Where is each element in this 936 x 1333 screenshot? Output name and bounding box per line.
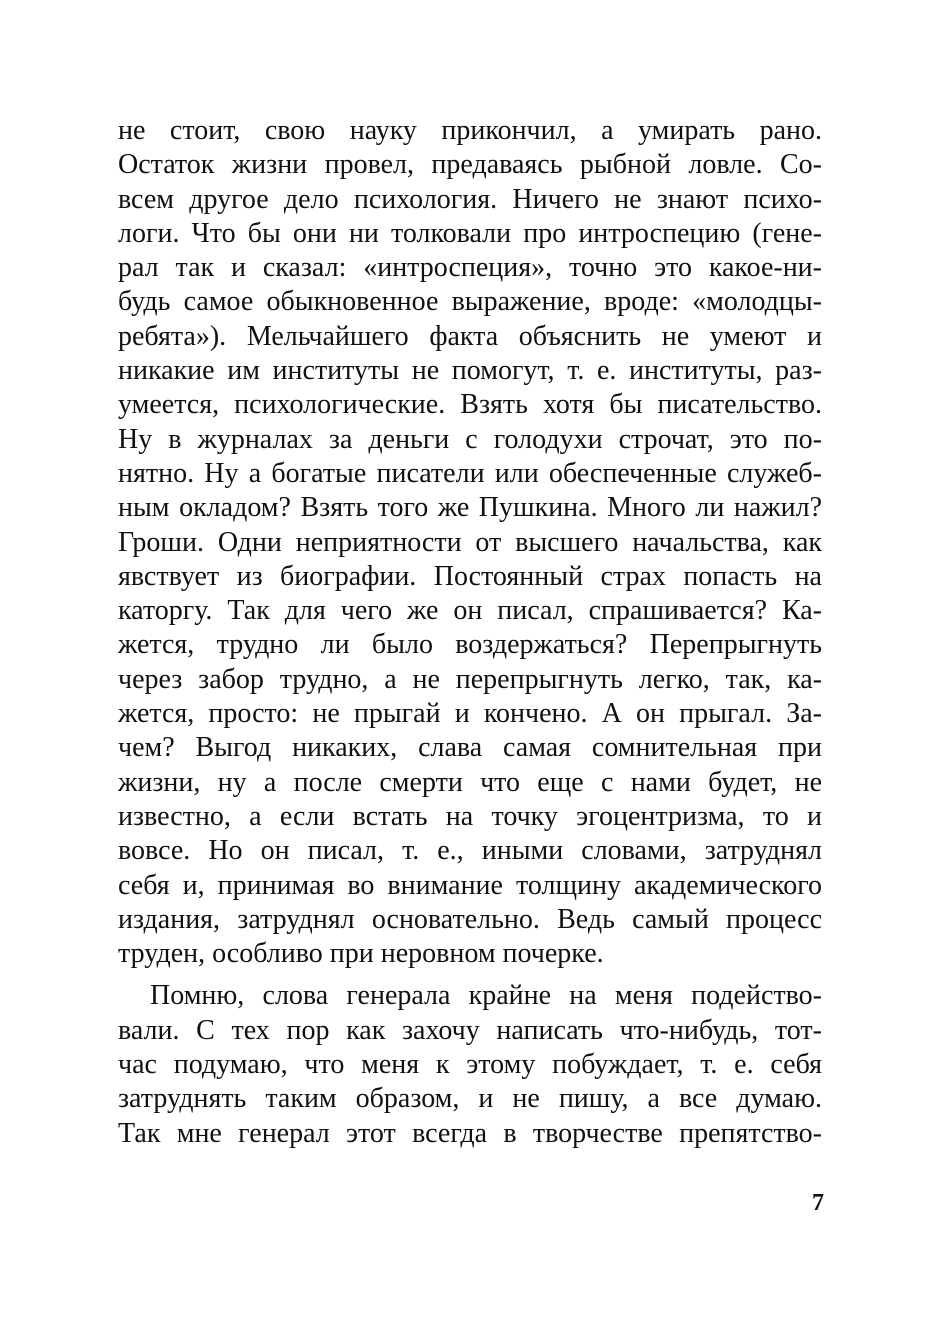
- text-line: жется, просто: не прыгай и кончено. А он прыгал. За-: [118, 698, 822, 730]
- text-line: себя и, принимая во внимание толщину академического: [118, 869, 822, 901]
- paragraph-gap: [118, 971, 822, 979]
- text-line: час подумаю, что меня к этому побуждает, т. е. себя: [118, 1049, 822, 1081]
- text-line: через забор трудно, а не перепрыгнуть легко, так, ка-: [118, 663, 822, 695]
- text-line: затруднять таким образом, и не пишу, а все думаю.: [118, 1083, 822, 1115]
- paragraph-1: [118, 114, 822, 971]
- text-line: Остаток жизни провел, предаваясь рыбной ловле. Со-: [118, 149, 822, 181]
- text-line: никакие им институты не помогут, т. е. институты, раз-: [118, 355, 822, 387]
- text-line: нятно. Ну а богатые писатели или обеспеченные служеб-: [118, 457, 822, 489]
- text-line: известно, а если встать на точку эгоцентризма, то и: [118, 800, 822, 832]
- text-line: вовсе. Но он писал, т. е., иными словами, затруднял: [118, 835, 822, 867]
- text-line: умеется, психологические. Взять хотя бы писательство.: [118, 389, 822, 421]
- text-line: Ну в журналах за деньги с голодухи строчат, это по-: [118, 423, 822, 455]
- text-line: издания, затруднял основательно. Ведь самый процесс: [118, 903, 822, 935]
- text-line: каторгу. Так для чего же он писал, спрашивается? Ка-: [118, 595, 822, 627]
- text-line: жется, трудно ли было воздержаться? Перепрыгнуть: [118, 629, 822, 661]
- text-line: рал так и сказал: «интроспеция», точно это какое-ни-: [118, 252, 822, 284]
- text-line: будь самое обыкновенное выражение, вроде: «молодцы-: [118, 286, 822, 318]
- text-line: всем другое дело психология. Ничего не знают психо-: [118, 183, 822, 215]
- text-line: Так мне генерал этот всегда в творчестве препятство-: [118, 1117, 822, 1149]
- page-number: 7: [812, 1190, 824, 1216]
- text-line: ным окладом? Взять того же Пушкина. Много ли нажил?: [118, 492, 822, 524]
- text-line: логи. Что бы они ни толковали про интроспецию (гене-: [118, 217, 822, 249]
- text-line: жизни, ну а после смерти что еще с нами будет, не: [118, 766, 822, 798]
- text-line: явствует из биографии. Постоянный страх попасть на: [118, 560, 822, 592]
- text-line: ребята»). Мельчайшего факта объяснить не умеют и: [118, 320, 822, 352]
- text-line: Помню, слова генерала крайне на меня подейство-: [150, 980, 822, 1012]
- text-line: не стоит, свою науку прикончил, а умирать рано.: [118, 115, 822, 146]
- text-line: вали. С тех пор как захочу написать что-нибудь, тот-: [118, 1014, 822, 1046]
- body-text: [118, 114, 822, 1151]
- text-line: Гроши. Одни неприятности от высшего начальства, как: [118, 526, 822, 558]
- paragraph-2: [118, 979, 822, 1150]
- text-line: труден, особливо при неровном почерке.: [118, 938, 604, 970]
- text-line: чем? Выгод никаких, слава самая сомнительная при: [118, 732, 822, 764]
